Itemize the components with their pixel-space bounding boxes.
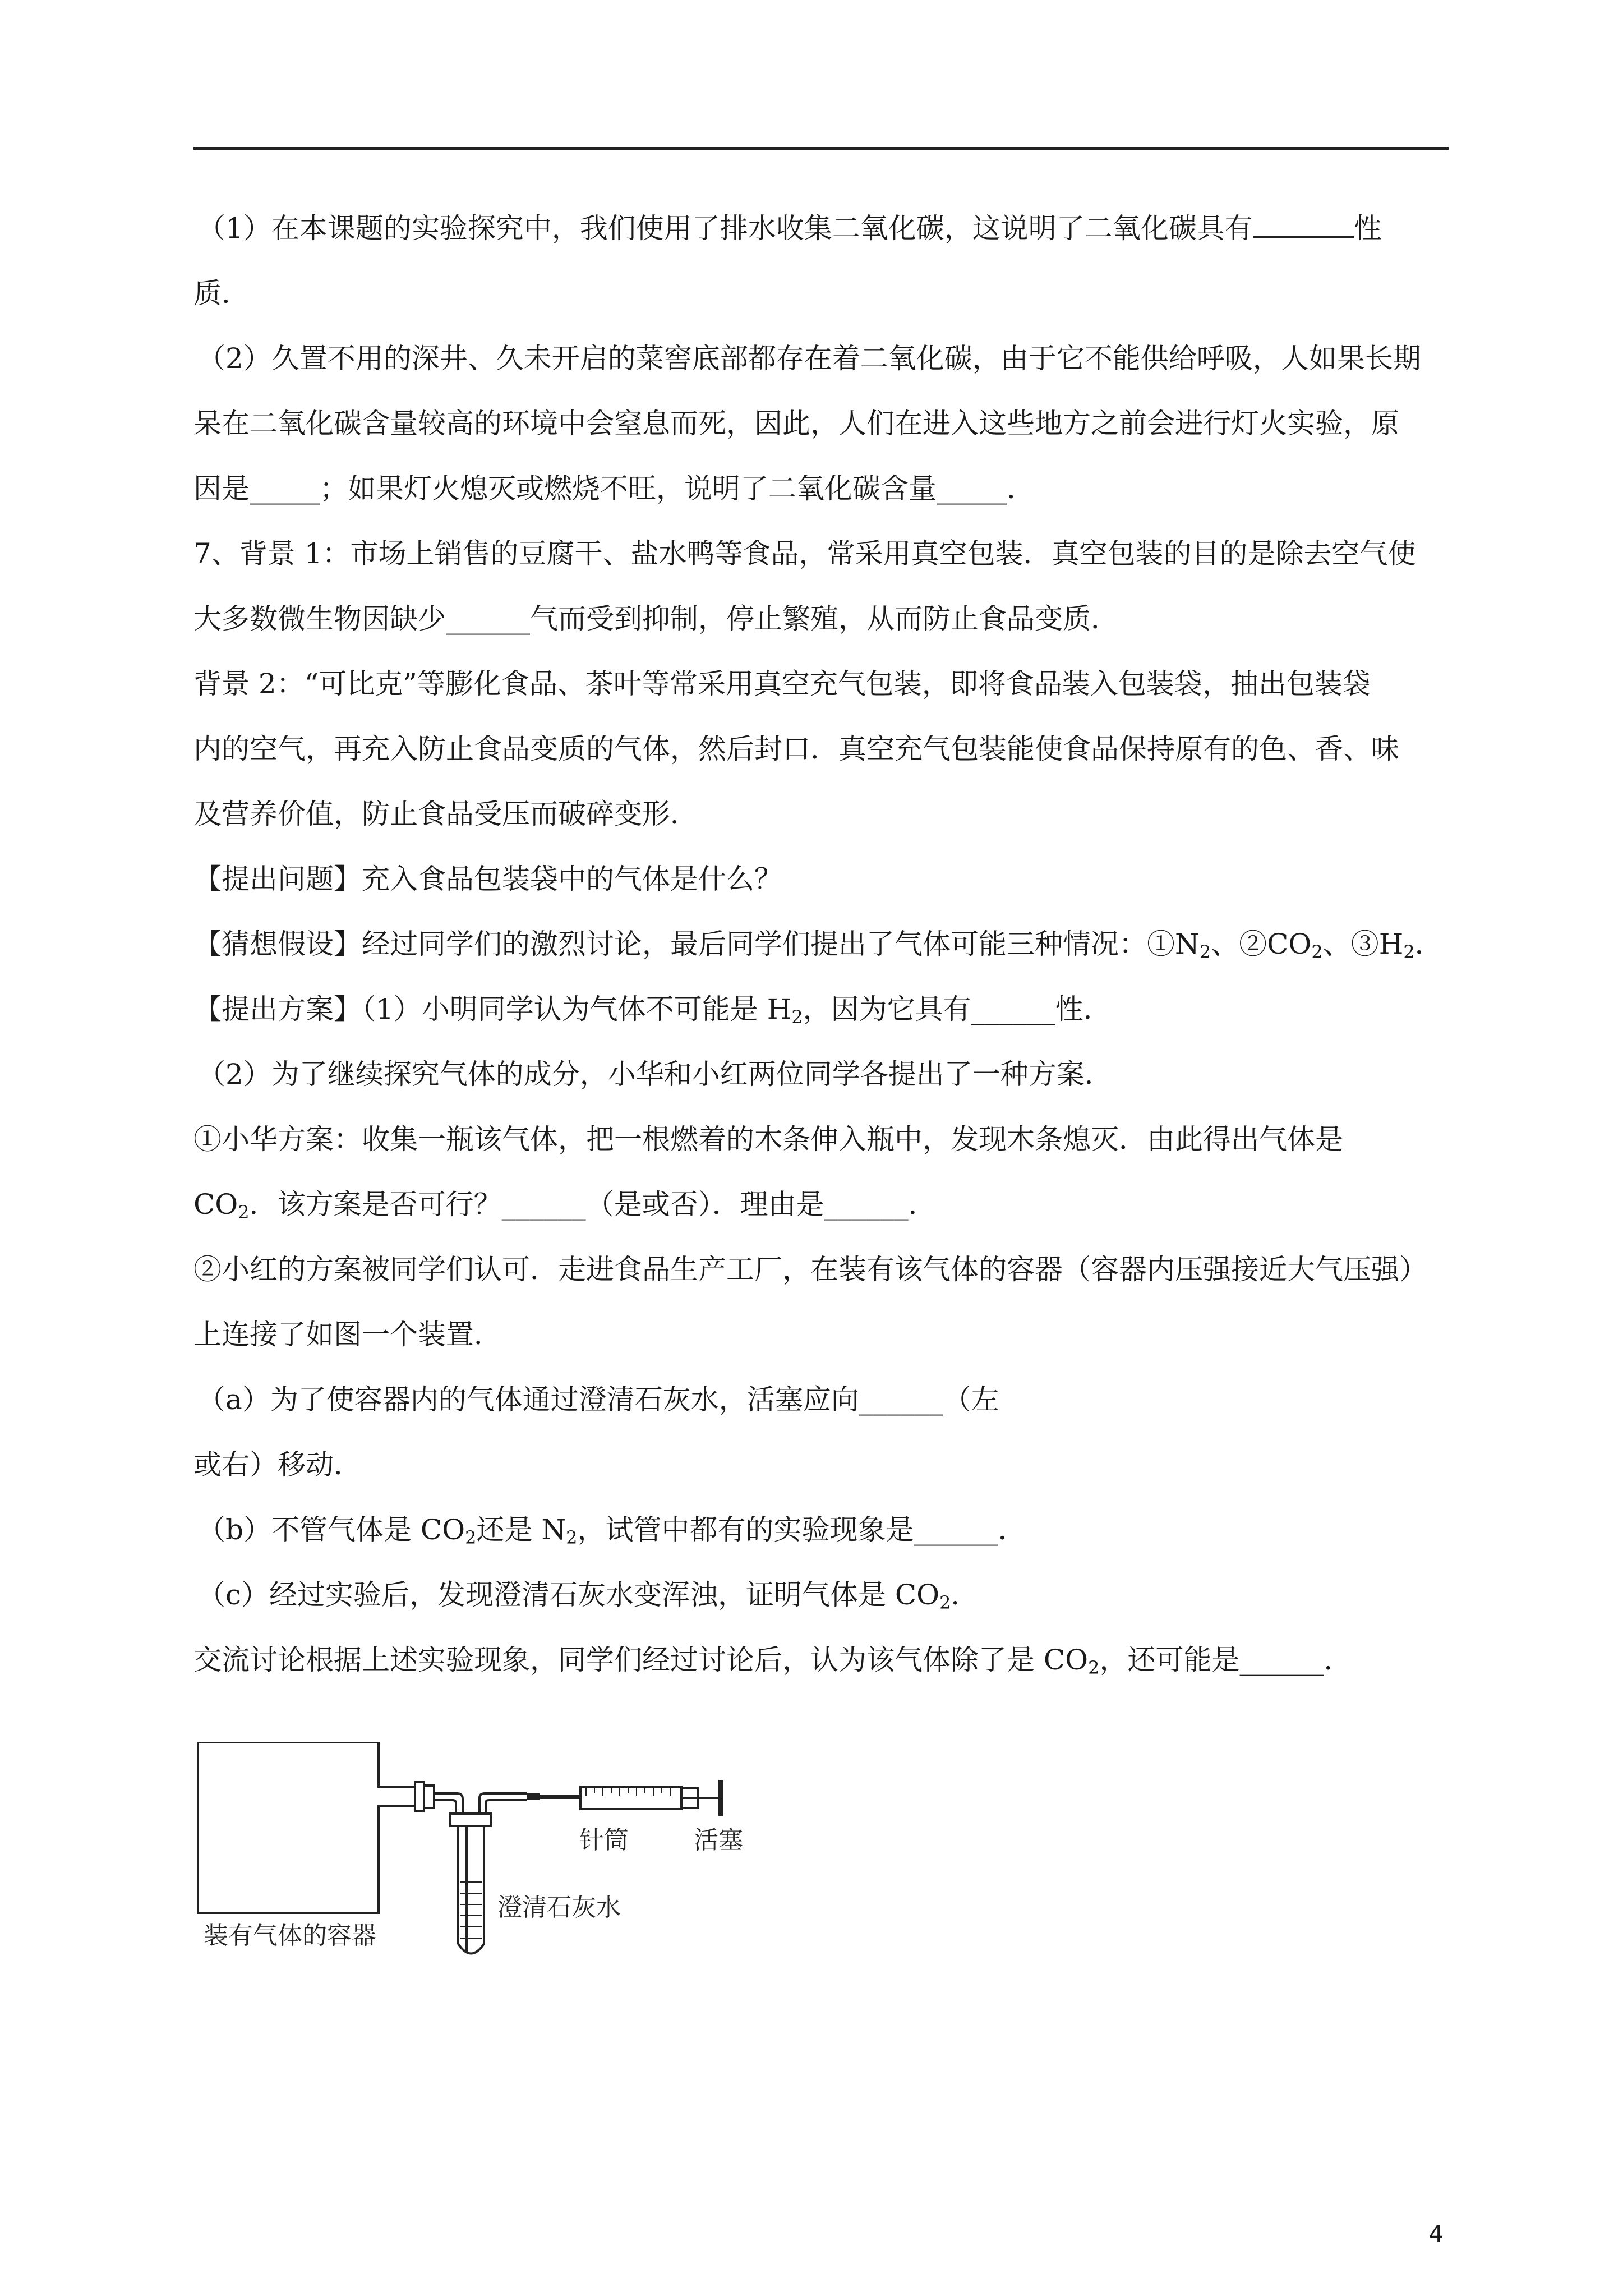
text: CO [193, 1188, 238, 1221]
text: 、②CO [1211, 928, 1312, 960]
background-1-line-1: 7、背景 1：市场上销售的豆腐干、盐水鸭等食品，常采用真空包装．真空包装的目的是除去空气使 [193, 537, 1416, 570]
part-b-line [197, 1510, 1026, 1549]
subscript: 2 [791, 1006, 803, 1028]
xiaohong-plan-line-2: 上连接了如图一个装置． [193, 1318, 502, 1351]
outlet-tube-inner [486, 1800, 527, 1814]
plan-line-1 [193, 990, 1112, 1029]
syringe-label: 针筒 [579, 1826, 629, 1855]
background-2-line-3: 及营养价值，防止食品受压而破碎变形． [193, 798, 698, 830]
text: 【提出方案】（1）小明同学认为气体不可能是 H [193, 993, 792, 1025]
question-2-line-2: 呆在二氧化碳含量较高的环境中会窒息而死，因此，人们在进入这些地方之前会进行灯火实验，原 [193, 407, 1399, 440]
text: ． [951, 1579, 979, 1611]
discussion-line [193, 1640, 1352, 1680]
text: ，试管中都有的实验现象是______． [577, 1513, 1026, 1546]
syringe-graduations [586, 1788, 670, 1796]
text: 性 [1353, 212, 1382, 245]
header-rule [193, 147, 1449, 150]
part-c-line [197, 1575, 979, 1614]
plunger-label: 活塞 [694, 1826, 743, 1855]
rubber-tube [540, 1795, 580, 1799]
background-1-line-2: 大多数微生物因缺少______气而受到抑制，停止繁殖，从而防止食品变质． [193, 602, 1119, 635]
text: ．该方案是否可行？______（是或否）．理由是______． [249, 1188, 937, 1221]
text: 【猜想假设】经过同学们的激烈讨论，最后同学们提出了气体可能三种情况：①N [193, 928, 1200, 960]
raise-question: 【提出问题】充入食品包装袋中的气体是什么？ [193, 863, 782, 895]
question-1-line-1 [197, 209, 1382, 248]
question-1-line-2: 质． [193, 277, 250, 310]
hypothesis-line [193, 924, 1443, 964]
inlet-tube [434, 1793, 463, 1815]
text: （1）在本课题的实验探究中，我们使用了排水收集二氧化碳，这说明了二氧化碳具有 [197, 212, 1253, 245]
limewater-lines [460, 1882, 482, 1938]
question-2-line-3: 因是_____；如果灯火熄灭或燃烧不旺，说明了二氧化碳含量_____． [193, 472, 1035, 505]
subscript: 2 [1088, 1657, 1100, 1678]
text: ． [1414, 928, 1443, 960]
background-2-line-2: 内的空气，再充入防止食品变质的气体，然后封口．真空充气包装能使食品保持原有的色、香、味 [193, 733, 1399, 765]
text: （c）经过实验后，发现澄清石灰水变浑浊，证明气体是 CO [197, 1579, 940, 1611]
subscript: 2 [566, 1527, 578, 1548]
stopper [415, 1782, 424, 1811]
subscript: 2 [1403, 941, 1415, 963]
subscript: 2 [465, 1527, 477, 1548]
background-2-line-1: 背景 2：“可比克”等膨化食品、茶叶等常采用真空充气包装，即将食品装入包装袋，抽出包装袋 [193, 668, 1371, 700]
subscript: 2 [238, 1202, 250, 1223]
part-a-line-1: （a）为了使容器内的气体通过澄清石灰水，活塞应向______（左 [197, 1383, 999, 1416]
xiaohua-plan-line-2 [193, 1185, 937, 1224]
gas-container [198, 1742, 415, 1913]
page-number: 4 [1429, 2221, 1444, 2247]
xiaohua-plan-line-1: ①小华方案：收集一瓶该气体，把一根燃着的木条伸入瓶中，发现木条熄灭．由此得出气体是 [193, 1123, 1343, 1156]
part-a-line-2: 或右）移动． [193, 1448, 362, 1481]
subscript: 2 [939, 1592, 951, 1613]
text: ，因为它具有______性． [803, 993, 1112, 1025]
syringe-barrel [580, 1787, 681, 1809]
text: （b）不管气体是 CO [197, 1513, 465, 1546]
stopper-cap [424, 1786, 434, 1808]
subscript: 2 [1311, 941, 1323, 963]
connector [527, 1793, 540, 1800]
answer-blank[interactable] [1253, 209, 1354, 238]
text: 交流讨论根据上述实验现象，同学们经过讨论后，认为该气体除了是 CO [193, 1644, 1089, 1676]
plan-line-2: （2）为了继续探究气体的成分，小华和小红两位同学各提出了一种方案． [197, 1058, 1113, 1091]
text: 还是 N [476, 1513, 566, 1546]
text: 、③H [1322, 928, 1404, 960]
test-tube [458, 1826, 484, 1954]
subscript: 2 [1199, 941, 1211, 963]
container-label: 装有气体的容器 [204, 1921, 376, 1950]
question-2-line-1: （2）久置不用的深井、久未开启的菜窖底部都存在着二氧化碳，由于它不能供给呼吸，人如果长期 [197, 342, 1421, 375]
limewater-label: 澄清石灰水 [497, 1893, 621, 1922]
text: ，还可能是______． [1099, 1644, 1352, 1676]
apparatus-diagram [193, 1742, 766, 1966]
apparatus-svg [193, 1742, 766, 1966]
xiaohong-plan-line-1: ②小红的方案被同学们认可．走进食品生产工厂，在装有该气体的容器（容器内压强接近大气压强） [193, 1253, 1427, 1286]
tube-stopper [450, 1814, 491, 1826]
